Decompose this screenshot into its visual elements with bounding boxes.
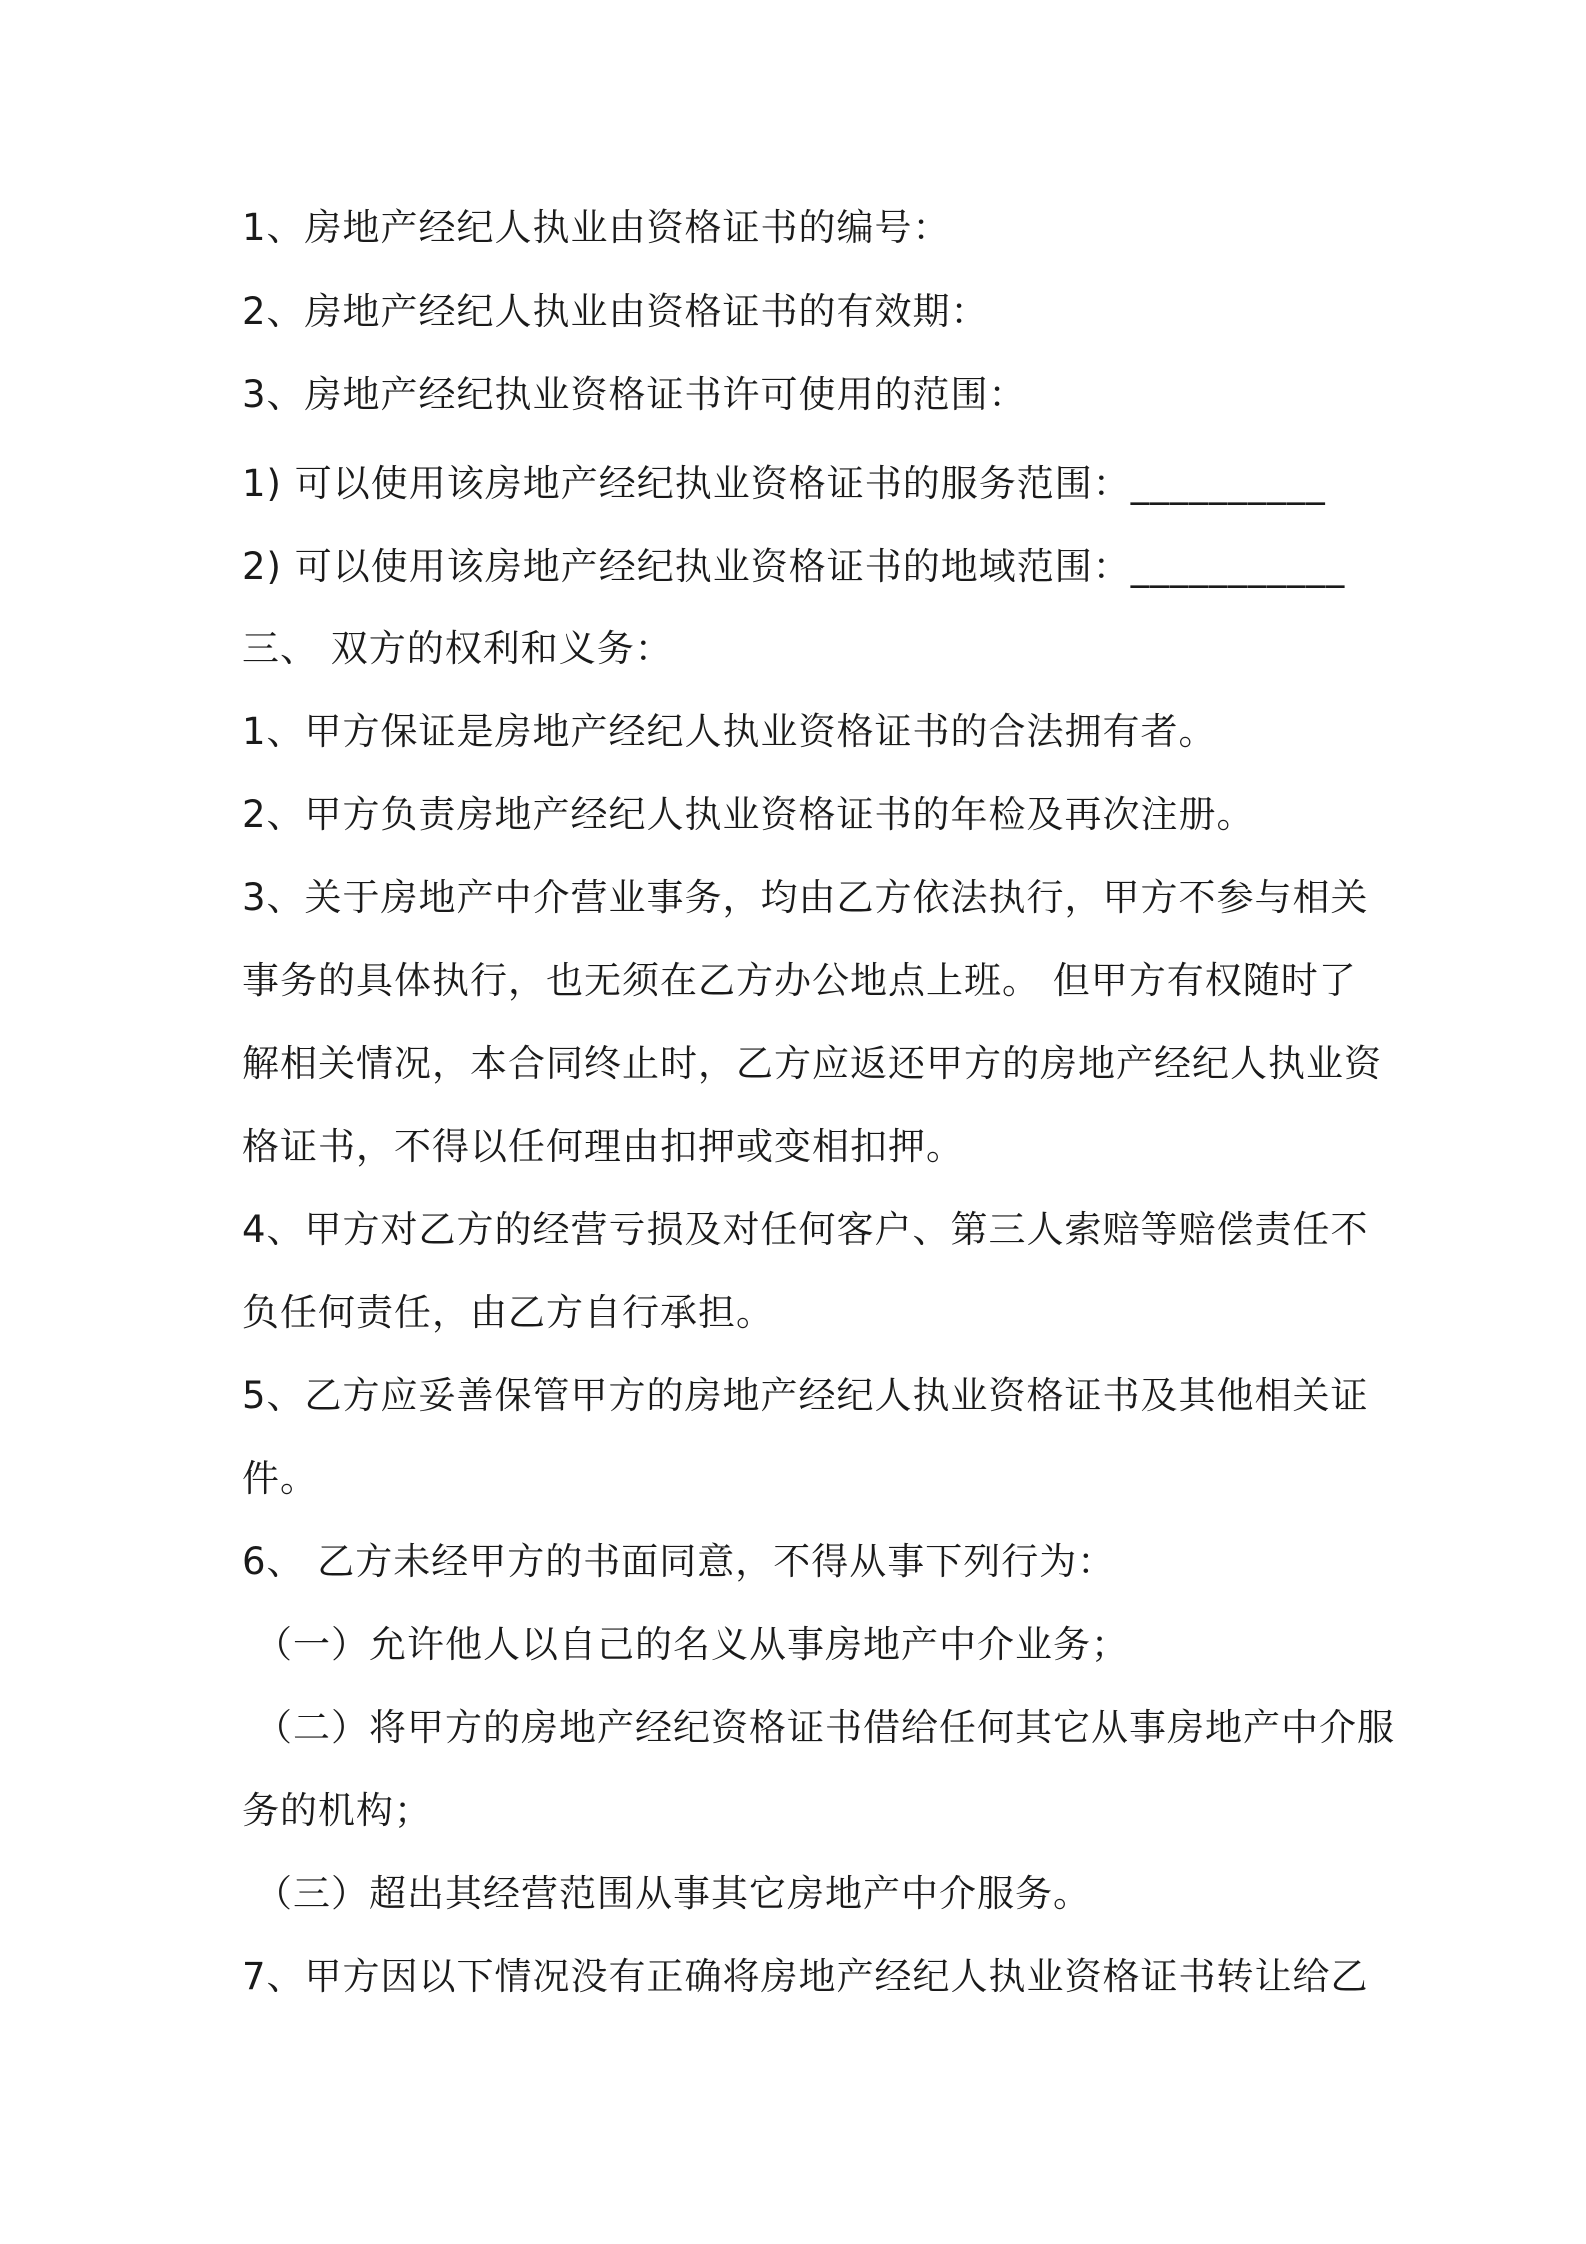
text-line: 2、房地产经纪人执业由资格证书的有效期： xyxy=(242,290,989,333)
text-line: 5、乙方应妥善保管甲方的房地产经纪人执业资格证书及其他相关证 xyxy=(242,1374,1369,1417)
text-line: 7、甲方因以下情况没有正确将房地产经纪人执业资格证书转让给乙 xyxy=(242,1955,1369,1998)
text-line: 格证书，不得以任何理由扣押或变相扣押。 xyxy=(242,1125,964,1168)
text-line: 1) 可以使用该房地产经纪执业资格证书的服务范围：__________ xyxy=(242,462,1326,505)
text-line: 务的机构； xyxy=(242,1789,432,1832)
text-line: 2、甲方负责房地产经纪人执业资格证书的年检及再次注册。 xyxy=(242,793,1255,836)
text-line: （二）将甲方的房地产经纪资格证书借给任何其它从事房地产中介服 xyxy=(255,1706,1395,1749)
text-line: 2) 可以使用该房地产经纪执业资格证书的地域范围：___________ xyxy=(242,545,1346,588)
text-line: 事务的具体执行，也无须在乙方办公地点上班。 但甲方有权随时了 xyxy=(242,959,1357,1002)
text-line: 负任何责任，由乙方自行承担。 xyxy=(242,1291,774,1334)
text-line: （一）允许他人以自己的名义从事房地产中介业务； xyxy=(255,1623,1129,1666)
text-line: 3、关于房地产中介营业事务，均由乙方依法执行，甲方不参与相关 xyxy=(242,876,1369,919)
text-line: 3、房地产经纪执业资格证书许可使用的范围： xyxy=(242,373,1027,416)
text-line: 1、甲方保证是房地产经纪人执业资格证书的合法拥有者。 xyxy=(242,710,1217,753)
text-line: 件。 xyxy=(242,1457,318,1500)
text-line: （三）超出其经营范围从事其它房地产中介服务。 xyxy=(255,1872,1091,1915)
text-line: 4、甲方对乙方的经营亏损及对任何客户、第三人索赔等赔偿责任不 xyxy=(242,1208,1369,1251)
text-line: 6、 乙方未经甲方的书面同意，不得从事下列行为： xyxy=(242,1540,1116,1583)
text-line: 1、房地产经纪人执业由资格证书的编号： xyxy=(242,206,951,249)
section-heading: 三、 双方的权利和义务： xyxy=(242,627,673,670)
text-line: 解相关情况，本合同终止时，乙方应返还甲方的房地产经纪人执业资 xyxy=(242,1042,1382,1085)
